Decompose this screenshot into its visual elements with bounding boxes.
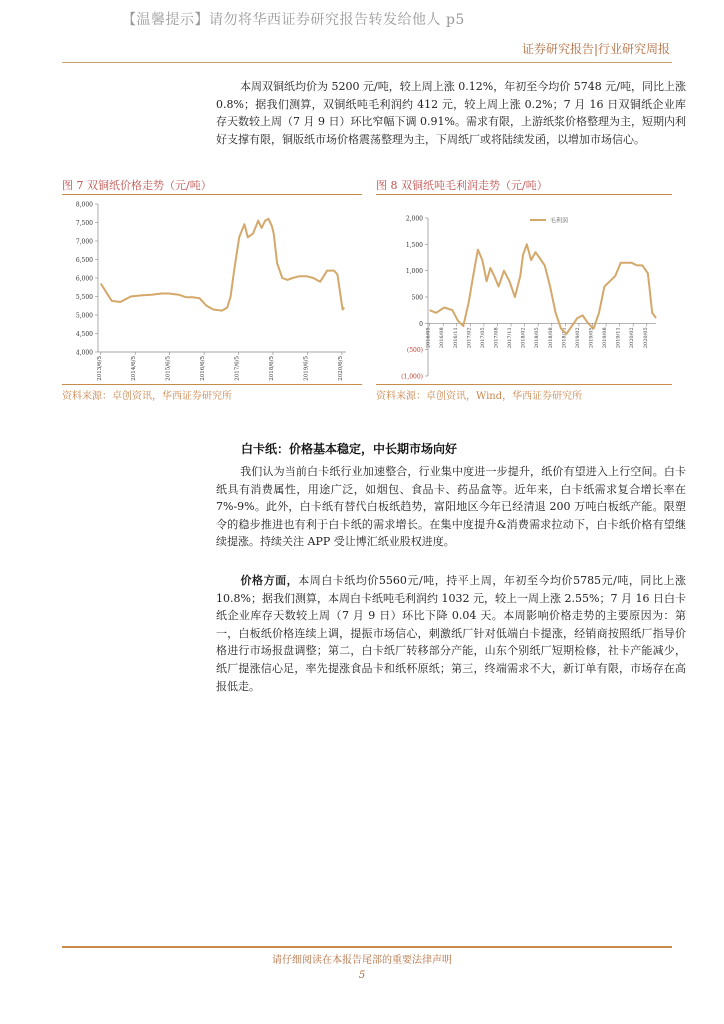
x-tick-label: 2016/08 (439, 327, 446, 349)
y-tick-label: 5,500 (75, 294, 93, 301)
figure-8-bottom-rule (376, 384, 672, 385)
x-tick-label: 2016/05 (425, 327, 432, 349)
x-tick-label: 2017/6/5 (234, 356, 241, 381)
y-tick-label: (1,000) (401, 373, 423, 381)
y-tick-label: (500) (406, 347, 423, 355)
x-tick-label: 2014/6/5 (131, 356, 138, 381)
x-tick-label: 2020/05 (642, 327, 649, 349)
x-tick-label: 2018/05 (534, 327, 541, 349)
y-tick-label: 500 (411, 294, 423, 302)
x-tick-label: 2020/6/5 (337, 356, 344, 381)
x-tick-label: 2018/08 (547, 327, 554, 349)
y-tick-label: 8,000 (75, 201, 93, 209)
y-tick-label: 4,500 (75, 331, 93, 338)
y-tick-label: 0 (419, 320, 423, 328)
figure-7-bottom-rule (62, 384, 362, 385)
forwarding-warning: 【温馨提示】请勿将华西证券研究报告转发给他人 p5 (122, 12, 465, 28)
y-tick-label: 1,000 (405, 268, 423, 276)
y-tick-label: 6,000 (75, 275, 93, 283)
y-tick-label: 6,500 (75, 257, 93, 264)
series-line (430, 244, 656, 334)
section-title: 白卡纸：价格基本稳定，中长期市场向好 (241, 442, 458, 456)
y-tick-label: 1,500 (405, 241, 423, 249)
y-tick-label: 7,000 (75, 238, 93, 246)
x-tick-label: 2018/02 (520, 327, 527, 349)
figure-8-chart (376, 196, 672, 384)
figure-7-chart (62, 196, 362, 384)
x-tick-label: 2017/02 (466, 327, 473, 349)
x-tick-label: 2019/05 (588, 327, 595, 349)
legend-label: 毛利润 (550, 217, 569, 225)
x-tick-label: 2015/6/5 (165, 356, 172, 381)
section-paragraph-2: 价格方面，本周白卡纸均价5560元/吨，持平上周，年初至今均价5785元/吨，同比上涨 10.8%；据我们测算，本周白卡纸吨毛利润约 1032 元，较上一周上涨 2.55%；7 月 16 日白卡纸企业库存天数较上周（7 月 9 日）环比下降 0.04 天。本周影响价格走势的主要原因为：第一，白板纸价格连续上调，提振市场信心，刺激纸厂针对低端白卡提涨，经销商按照纸厂指导价格进行市场报盘调整；第二，白卡纸厂转移部分产能，山东个别纸厂短期检修，社卡产能减少，纸厂提涨信心足，率先提涨食品卡和纸杯原纸；第三，终端需求不大，新订单有限，市场存在高报低走。 (216, 574, 687, 693)
section-paragraph-1: 我们认为当前白卡纸行业加速整合，行业集中度进一步提升，纸价有望进入上行空间。白卡纸具有消费属性，用途广泛，如烟包、食品卡、药品盒等。近年来，白卡纸需求复合增长率在 7%-9%。此外，白卡纸有替代白板纸趋势，富阳地区今年已经清退 200 万吨白板纸产能。限塑令的稳步推进也有利于白卡纸的需求增长。在集中度提升&消费需求拉动下，白卡纸价格有望继续提涨。持续关注 APP 受让博汇纸业股权进度。 (216, 465, 686, 549)
x-tick-label: 2013/6/5 (96, 356, 103, 381)
x-tick-label: 2016/11 (452, 327, 459, 349)
x-tick-label: 2019/08 (602, 327, 609, 349)
figure-8-title: 图 8 双铜纸吨毛利润走势（元/吨） (376, 179, 548, 192)
y-tick-label: 2,000 (405, 215, 423, 223)
x-tick-label: 2020/02 (629, 327, 636, 349)
footer-divider (62, 946, 672, 948)
figure-7-top-rule (62, 194, 362, 195)
x-tick-label: 2018/6/5 (268, 356, 275, 381)
header-divider (62, 62, 672, 63)
figure-8-source: 资料来源：卓创资讯，Wind，华西证券研究所 (376, 391, 583, 402)
paragraph-lead: 价格方面， (240, 574, 299, 587)
y-tick-label: 7,500 (75, 220, 93, 227)
figure-7-title: 图 7 双铜纸价格走势（元/吨） (62, 179, 212, 192)
x-tick-label: 2018/11 (561, 327, 568, 349)
series-line (101, 219, 344, 311)
x-tick-label: 2016/6/5 (200, 356, 207, 381)
x-tick-label: 2017/08 (493, 327, 500, 349)
x-tick-label: 2017/05 (479, 327, 486, 349)
x-tick-label: 2019/11 (615, 327, 622, 349)
x-tick-label: 2019/02 (574, 327, 581, 349)
y-tick-label: 5,000 (75, 312, 93, 320)
intro-paragraph: 本周双铜纸均价为 5200 元/吨，较上周上涨 0.12%，年初至今均价 5748 元/吨，同比上涨 0.8%；据我们测算，双铜纸吨毛利润约 412 元，较上周上涨 0.2%；7 月 16 日双铜纸企业库存天数较上周（7 月 9 日）环比窄幅下调 0.91%。需求有限，上游纸浆价格整理为主，短期内利好支撑有限，铜版纸市场价格震荡整理为主，下周纸厂或将陆续发函，以增加市场信心。 (216, 80, 686, 146)
x-tick-label: 2017/11 (507, 327, 514, 349)
page-number: 5 (358, 970, 366, 981)
x-tick-label: 2019/6/5 (303, 356, 310, 381)
figure-8-top-rule (376, 194, 672, 195)
y-tick-label: 4,000 (75, 349, 93, 357)
legal-notice: 请仔细阅读在本报告尾部的重要法律声明 (272, 955, 452, 966)
figure-7-source: 资料来源：卓创资讯，华西证券研究所 (62, 391, 232, 402)
report-category: 证券研究报告|行业研究周报 (521, 42, 670, 56)
